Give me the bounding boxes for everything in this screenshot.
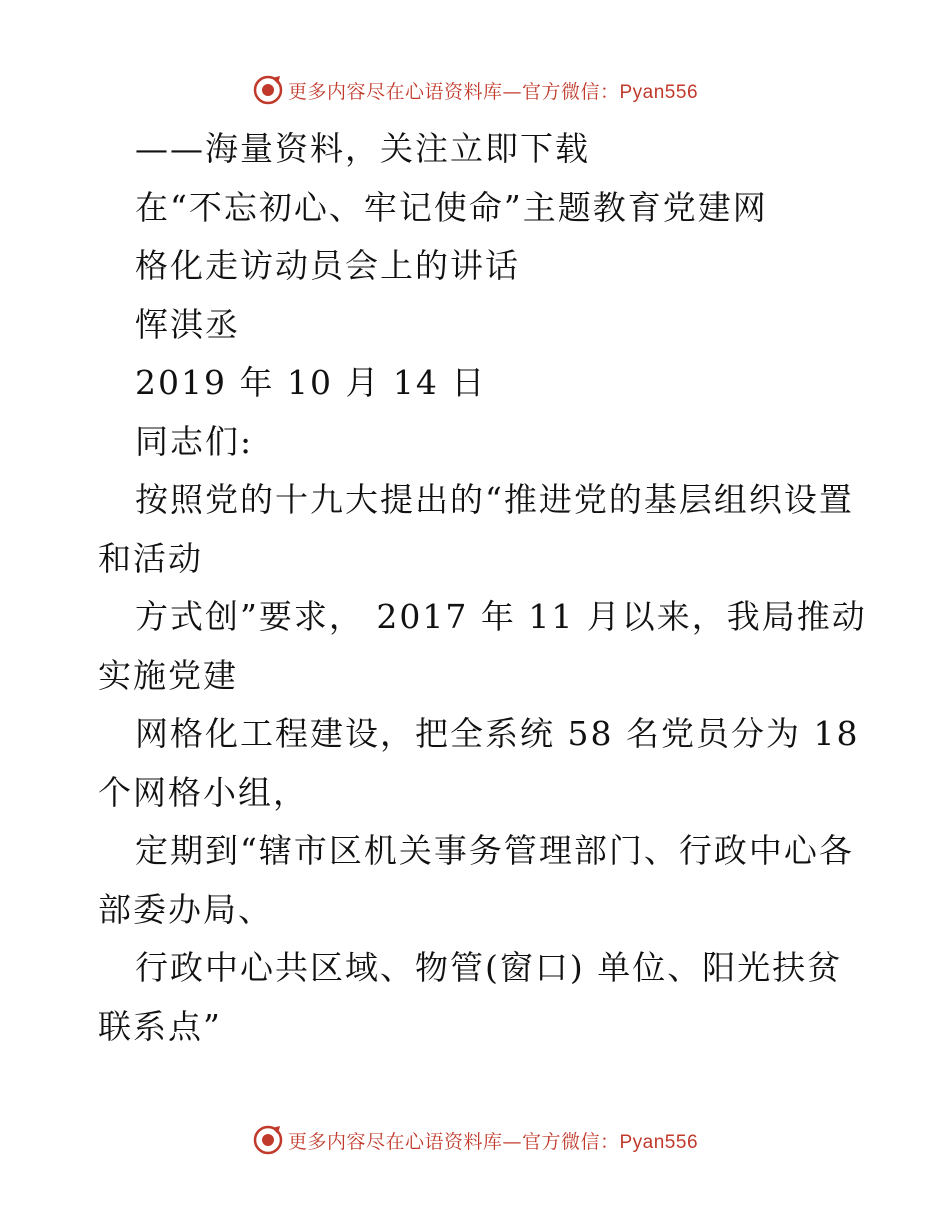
watermark-text: 更多内容尽在心语资料库—官方微信：Pyan556 [287,1130,699,1153]
text-line: 方式创”要求， 2017 年 11 月以来，我局推动 [135,597,867,636]
text-line: 个网格小组， [98,772,308,812]
document-body [98,120,867,1056]
watermark-text: 更多内容尽在心语资料库—官方微信：Pyan556 [287,80,699,103]
text-line: 格化走访动员会上的讲话 [135,246,520,285]
wechat-handle: Pyan556 [619,81,699,103]
wechat-handle: Pyan556 [619,1131,699,1153]
pen-logo-icon [252,74,284,106]
text-line: 2019 年 10 月 14 日 [135,363,487,402]
text-line: 定期到“辖市区机关事务管理部门、行政中心各 [135,831,854,870]
text-line: 实施党建 [98,655,238,695]
pen-logo-icon [252,1124,284,1156]
text-line: 联系点” [98,1006,222,1046]
text-line: ——海量资料，关注立即下载 [135,129,590,168]
text-line: 网格化工程建设，把全系统 58 名党员分为 18 [135,714,860,753]
text-line: 部委办局、 [98,889,273,929]
text-line: 行政中心共区域、物管(窗口) 单位、阳光扶贫 [135,948,843,987]
text-line: 按照党的十九大提出的“推进党的基层组织设置 [135,480,854,519]
text-line: 恽淇丞 [135,304,240,344]
header-watermark-banner [0,70,950,110]
text-line: 在“不忘初心、牢记使命”主题教育党建网 [135,187,768,227]
text-line: 和活动 [98,538,203,578]
footer-watermark-banner [0,1120,950,1160]
text-line: 同志们: [135,421,254,461]
